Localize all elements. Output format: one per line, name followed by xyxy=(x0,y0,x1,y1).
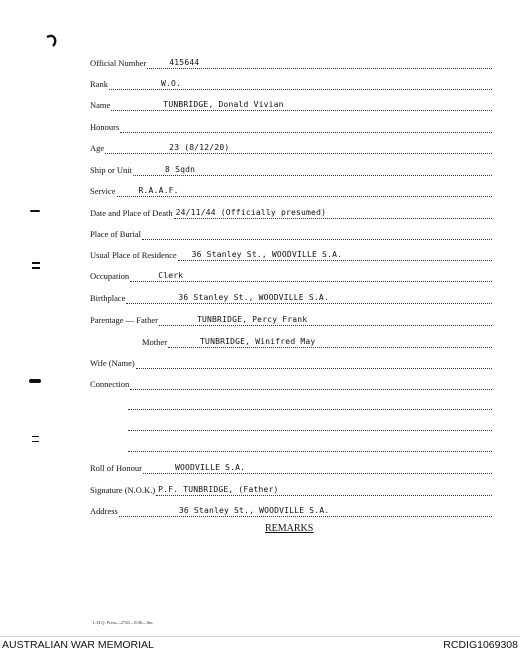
field-official-number xyxy=(90,55,492,69)
field-rank xyxy=(90,76,492,90)
field-address xyxy=(90,503,492,517)
printer-imprint: L.H.Q. Press—2720—8/46—6m. xyxy=(93,620,154,625)
field-label: Honours xyxy=(90,122,120,132)
footer-record-id: RCDIG1069308 xyxy=(443,639,518,651)
connection-blank-line xyxy=(128,430,492,431)
field-wife xyxy=(90,355,492,369)
footer-source: AUSTRALIAN WAR MEMORIAL xyxy=(2,639,154,651)
field-place-of-burial xyxy=(90,226,492,240)
field-label: Ship or Unit xyxy=(90,165,133,175)
corner-mark xyxy=(44,33,60,49)
field-label: Occupation xyxy=(90,271,130,281)
field-value: 23 (8/12/20) xyxy=(169,143,230,152)
field-value: 36 Stanley St., WOODVILLE S.A. xyxy=(178,293,329,302)
margin-mark xyxy=(30,210,40,212)
field-value: R.A.A.F. xyxy=(138,186,179,195)
field-label: Connection xyxy=(90,379,130,389)
field-service xyxy=(90,183,492,197)
field-occupation xyxy=(90,268,492,282)
field-label: Age xyxy=(90,143,105,153)
field-age xyxy=(90,140,492,154)
field-roll-of-honour xyxy=(90,460,492,474)
field-value: TUNBRIDGE, Percy Frank xyxy=(196,315,308,324)
remarks-heading: REMARKS xyxy=(265,523,314,534)
field-label: Usual Place of Residence xyxy=(90,250,177,260)
field-label: Place of Burial xyxy=(90,229,141,239)
field-label: Name xyxy=(90,100,111,110)
margin-mark xyxy=(29,379,41,383)
field-usual-residence xyxy=(90,247,492,261)
field-value: 36 Stanley St., WOODVILLE S.A. xyxy=(191,250,343,259)
field-value: TUNBRIDGE, Winifred May xyxy=(200,337,316,346)
archive-footer xyxy=(0,636,520,655)
field-label: Birthplace xyxy=(90,293,126,303)
field-value: W.O. xyxy=(160,79,182,88)
field-honours xyxy=(90,119,492,133)
field-value: WOODVILLE S.A. xyxy=(174,463,246,472)
margin-mark xyxy=(32,262,40,264)
connection-blank-line xyxy=(128,409,492,410)
field-label: Roll of Honour xyxy=(90,463,142,473)
field-value: 415644 xyxy=(169,58,200,67)
field-label: Wife (Name) xyxy=(90,358,135,368)
field-label: Date and Place of Death xyxy=(90,208,173,218)
field-label: Address xyxy=(90,506,118,516)
field-value: TUNBRIDGE, Donald Vivian xyxy=(163,100,284,109)
margin-mark xyxy=(32,441,39,442)
field-label: Mother xyxy=(142,337,168,347)
field-label: Official Number xyxy=(90,58,147,68)
field-birthplace xyxy=(90,290,492,304)
field-label: Service xyxy=(90,186,116,196)
field-father xyxy=(90,312,492,326)
margin-mark xyxy=(32,436,39,437)
field-signature-nok xyxy=(90,482,492,496)
field-value: P.F. TUNBRIDGE, (Father) xyxy=(158,485,279,494)
field-connection xyxy=(90,376,492,390)
field-label: Rank xyxy=(90,79,108,89)
field-label: Parentage — Father xyxy=(90,315,158,325)
margin-mark xyxy=(32,267,40,269)
field-name xyxy=(90,97,492,111)
field-ship-or-unit xyxy=(90,162,492,176)
field-value: Clerk xyxy=(158,271,184,280)
field-value: 24/11/44 (Officially presumed) xyxy=(175,208,327,217)
field-date-place-of-death xyxy=(90,205,492,219)
connection-blank-line xyxy=(128,451,492,452)
field-value: 8 Sqdn xyxy=(165,165,196,174)
field-mother xyxy=(142,334,492,348)
field-value: 36 Stanley St., WOODVILLE S.A. xyxy=(178,506,330,515)
field-label: Signature (N.O.K.) xyxy=(90,485,156,495)
